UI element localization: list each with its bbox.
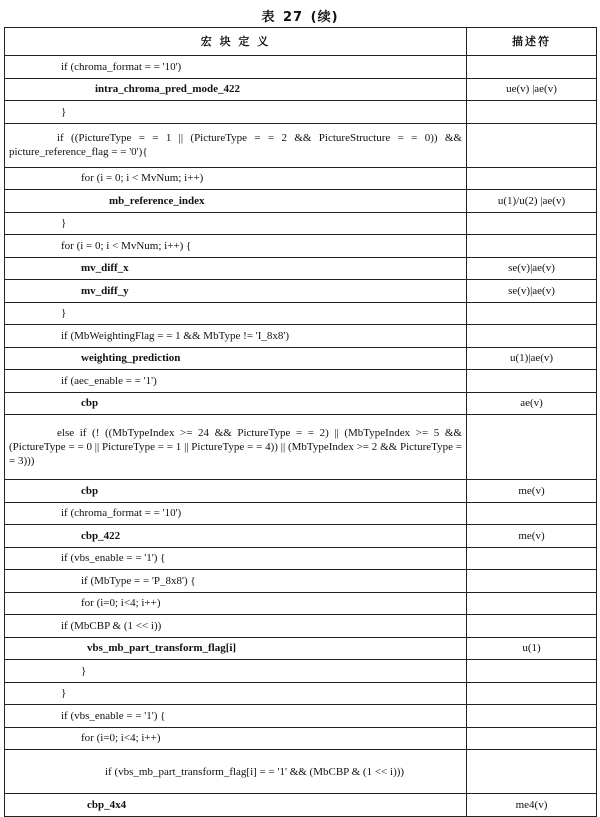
descriptor-cell (467, 592, 597, 615)
descriptor-cell (467, 660, 597, 683)
descriptor-cell: se(v)|ae(v) (467, 257, 597, 280)
table-row (5, 78, 597, 101)
syntax-cell: for (i = 0; i < MvNum; i++) (5, 167, 467, 190)
descriptor-cell: me4(v) (467, 794, 597, 817)
descriptor-cell (467, 750, 597, 794)
syntax-cell: if (MbType = = 'P_8x8') { (5, 570, 467, 593)
table-row (5, 325, 597, 348)
header-definition: 宏 块 定 义 (5, 28, 467, 56)
table-row (5, 502, 597, 525)
syntax-cell: for (i = 0; i < MvNum; i++) { (5, 235, 467, 258)
descriptor-cell (467, 101, 597, 124)
syntax-cell: for (i=0; i<4; i++) (5, 592, 467, 615)
descriptor-cell (467, 212, 597, 235)
table-row (5, 794, 597, 817)
descriptor-cell (467, 682, 597, 705)
table-row (5, 167, 597, 190)
syntax-cell: mv_diff_y (5, 280, 467, 303)
caption-number: 27 (283, 10, 304, 25)
syntax-cell: } (5, 682, 467, 705)
table-row (5, 615, 597, 638)
table-row (5, 637, 597, 660)
descriptor-cell (467, 167, 597, 190)
table-row (5, 660, 597, 683)
syntax-cell: if (vbs_enable = = '1') { (5, 705, 467, 728)
descriptor-cell (467, 570, 597, 593)
descriptor-cell: u(1)/u(2) |ae(v) (467, 190, 597, 213)
syntax-cell: cbp (5, 480, 467, 503)
header-row (5, 28, 597, 56)
descriptor-cell (467, 56, 597, 79)
table-row (5, 750, 597, 794)
table-row (5, 257, 597, 280)
syntax-cell: mb_reference_index (5, 190, 467, 213)
table-row (5, 392, 597, 415)
syntax-cell: for (i=0; i<4; i++) (5, 727, 467, 750)
descriptor-cell (467, 727, 597, 750)
descriptor-cell: u(1) (467, 637, 597, 660)
descriptor-cell (467, 370, 597, 393)
descriptor-cell (467, 502, 597, 525)
syntax-cell: if (aec_enable = = '1') (5, 370, 467, 393)
syntax-cell: if (vbs_mb_part_transform_flag[i] = = '1' && (MbCBP & (1 << i))) (5, 750, 467, 794)
syntax-cell: vbs_mb_part_transform_flag[i] (5, 637, 467, 660)
syntax-cell: cbp_422 (5, 525, 467, 548)
syntax-cell: mv_diff_x (5, 257, 467, 280)
table-row (5, 682, 597, 705)
syntax-cell: cbp (5, 392, 467, 415)
table-row (5, 123, 597, 167)
syntax-cell: if (MbCBP & (1 << i)) (5, 615, 467, 638)
descriptor-cell (467, 705, 597, 728)
table-row (5, 370, 597, 393)
caption-prefix: 表 (261, 10, 276, 25)
table-caption (0, 6, 600, 25)
descriptor-cell: me(v) (467, 480, 597, 503)
syntax-cell: } (5, 212, 467, 235)
table-row (5, 347, 597, 370)
syntax-cell: if (MbWeightingFlag = = 1 && MbType != 'I_8x8') (5, 325, 467, 348)
table-row (5, 705, 597, 728)
descriptor-cell (467, 235, 597, 258)
table-row (5, 525, 597, 548)
descriptor-cell: me(v) (467, 525, 597, 548)
descriptor-cell: se(v)|ae(v) (467, 280, 597, 303)
descriptor-cell (467, 302, 597, 325)
syntax-cell: } (5, 660, 467, 683)
descriptor-cell (467, 325, 597, 348)
table-row (5, 727, 597, 750)
syntax-cell: weighting_prediction (5, 347, 467, 370)
table-row (5, 592, 597, 615)
descriptor-cell (467, 615, 597, 638)
descriptor-cell (467, 415, 597, 480)
syntax-cell: } (5, 302, 467, 325)
table-row (5, 280, 597, 303)
syntax-table (4, 27, 597, 817)
descriptor-cell (467, 123, 597, 167)
syntax-cell: if ((PictureType = = 1 || (PictureType = = 2 && PictureStructure = = 0)) && picture_reference_flag = = '0'){ (5, 123, 467, 167)
syntax-cell: } (5, 101, 467, 124)
table-row (5, 56, 597, 79)
syntax-cell: if (chroma_format = = '10') (5, 502, 467, 525)
caption-suffix: (续) (310, 10, 339, 25)
syntax-cell: intra_chroma_pred_mode_422 (5, 78, 467, 101)
descriptor-cell (467, 547, 597, 570)
table-row (5, 302, 597, 325)
table-row (5, 212, 597, 235)
syntax-cell: if (chroma_format = = '10') (5, 56, 467, 79)
table-row (5, 570, 597, 593)
descriptor-cell: u(1)|ae(v) (467, 347, 597, 370)
syntax-cell: else if (! ((MbTypeIndex >= 24 && PictureType = = 2) || (MbTypeIndex >= 5 && (PictureType = = 0 || PictureType = = 1 || PictureType = = 4)) || (MbTypeIndex >= 2 && PictureType = = 3))) (5, 415, 467, 480)
table-row (5, 235, 597, 258)
syntax-cell: cbp_4x4 (5, 794, 467, 817)
table-row (5, 101, 597, 124)
table-row (5, 190, 597, 213)
syntax-cell: if (vbs_enable = = '1') { (5, 547, 467, 570)
descriptor-cell: ae(v) (467, 392, 597, 415)
table-row (5, 415, 597, 480)
table-row (5, 547, 597, 570)
descriptor-cell: ue(v) |ae(v) (467, 78, 597, 101)
table-row (5, 480, 597, 503)
header-descriptor: 描述符 (467, 28, 597, 56)
